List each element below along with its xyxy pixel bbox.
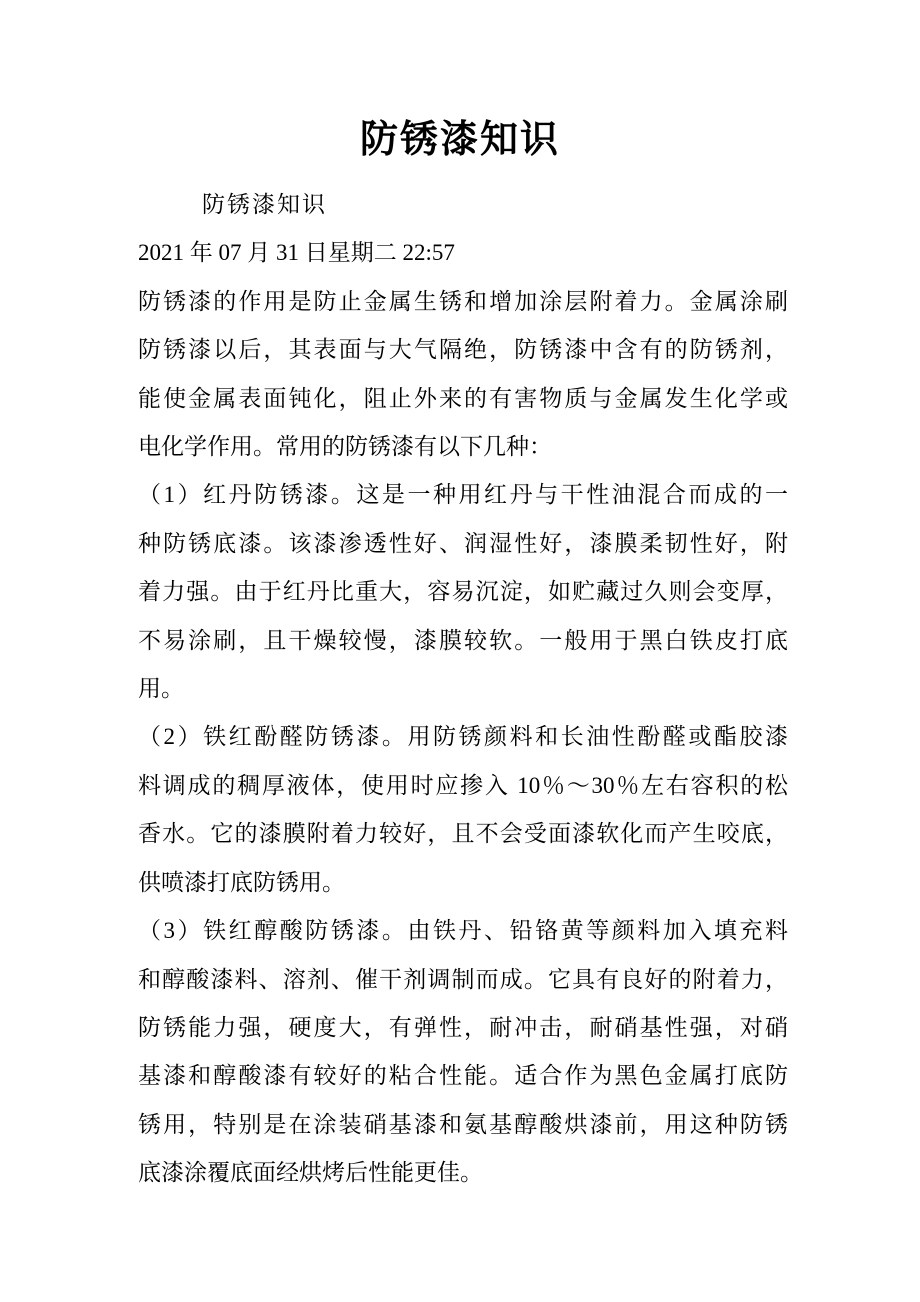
date-line: 2021 年 07 月 31 日星期二 22:57 — [138, 240, 455, 266]
text-line: 香水。它的漆膜附着力较好，且不会受面漆软化而产生咬底， — [138, 821, 788, 847]
text-line: 底漆涂覆底面经烘烤后性能更佳。 — [138, 1160, 483, 1186]
paragraph — [138, 471, 788, 713]
text-line: 电化学作用。常用的防锈漆有以下几种： — [138, 434, 552, 460]
text-line: （3）铁红醇酸防锈漆。由铁丹、铅铬黄等颜料加入填充料 — [138, 918, 788, 944]
paragraph — [138, 278, 788, 472]
text-line: 供喷漆打底防锈用。 — [138, 869, 345, 895]
subtitle-line: 防锈漆知识 — [202, 192, 327, 217]
paragraphs-container — [138, 278, 788, 1198]
text-line: 用。 — [138, 676, 184, 702]
text-line: 料调成的稠厚液体，使用时应掺入 10％～30％左右容积的松 — [138, 772, 788, 798]
text-line: （2）铁红酚醛防锈漆。用防锈颜料和长油性酚醛或酯胶漆 — [138, 724, 788, 750]
text-line: 着力强。由于红丹比重大，容易沉淀，如贮藏过久则会变厚， — [138, 579, 788, 605]
document-body — [138, 181, 788, 1198]
text-line: 种防锈底漆。该漆渗透性好、润湿性好，漆膜柔韧性好，附 — [138, 530, 788, 556]
text-line: 防锈能力强，硬度大，有弹性，耐冲击，耐硝基性强，对硝 — [138, 1014, 788, 1040]
text-line: 基漆和醇酸漆有较好的粘合性能。适合作为黑色金属打底防 — [138, 1063, 788, 1089]
text-line: 防锈漆以后，其表面与大气隔绝，防锈漆中含有的防锈剂， — [138, 337, 788, 363]
document-title: 防锈漆知识 — [359, 119, 560, 161]
text-line: 不易涂刷，且干燥较慢，漆膜较软。一般用于黑白铁皮打底 — [138, 627, 788, 653]
text-line: 锈用，特别是在涂装硝基漆和氨基醇酸烘漆前，用这种防锈 — [138, 1111, 788, 1137]
text-line: 防锈漆的作用是防止金属生锈和增加涂层附着力。金属涂刷 — [138, 288, 788, 314]
text-line: 能使金属表面钝化，阻止外来的有害物质与金属发生化学或 — [138, 385, 788, 411]
text-line: （1）红丹防锈漆。这是一种用红丹与干性油混合而成的一 — [138, 482, 788, 508]
text-line: 和醇酸漆料、溶剂、催干剂调制而成。它具有良好的附着力， — [138, 966, 788, 992]
paragraph — [138, 713, 788, 907]
paragraph — [138, 907, 788, 1197]
